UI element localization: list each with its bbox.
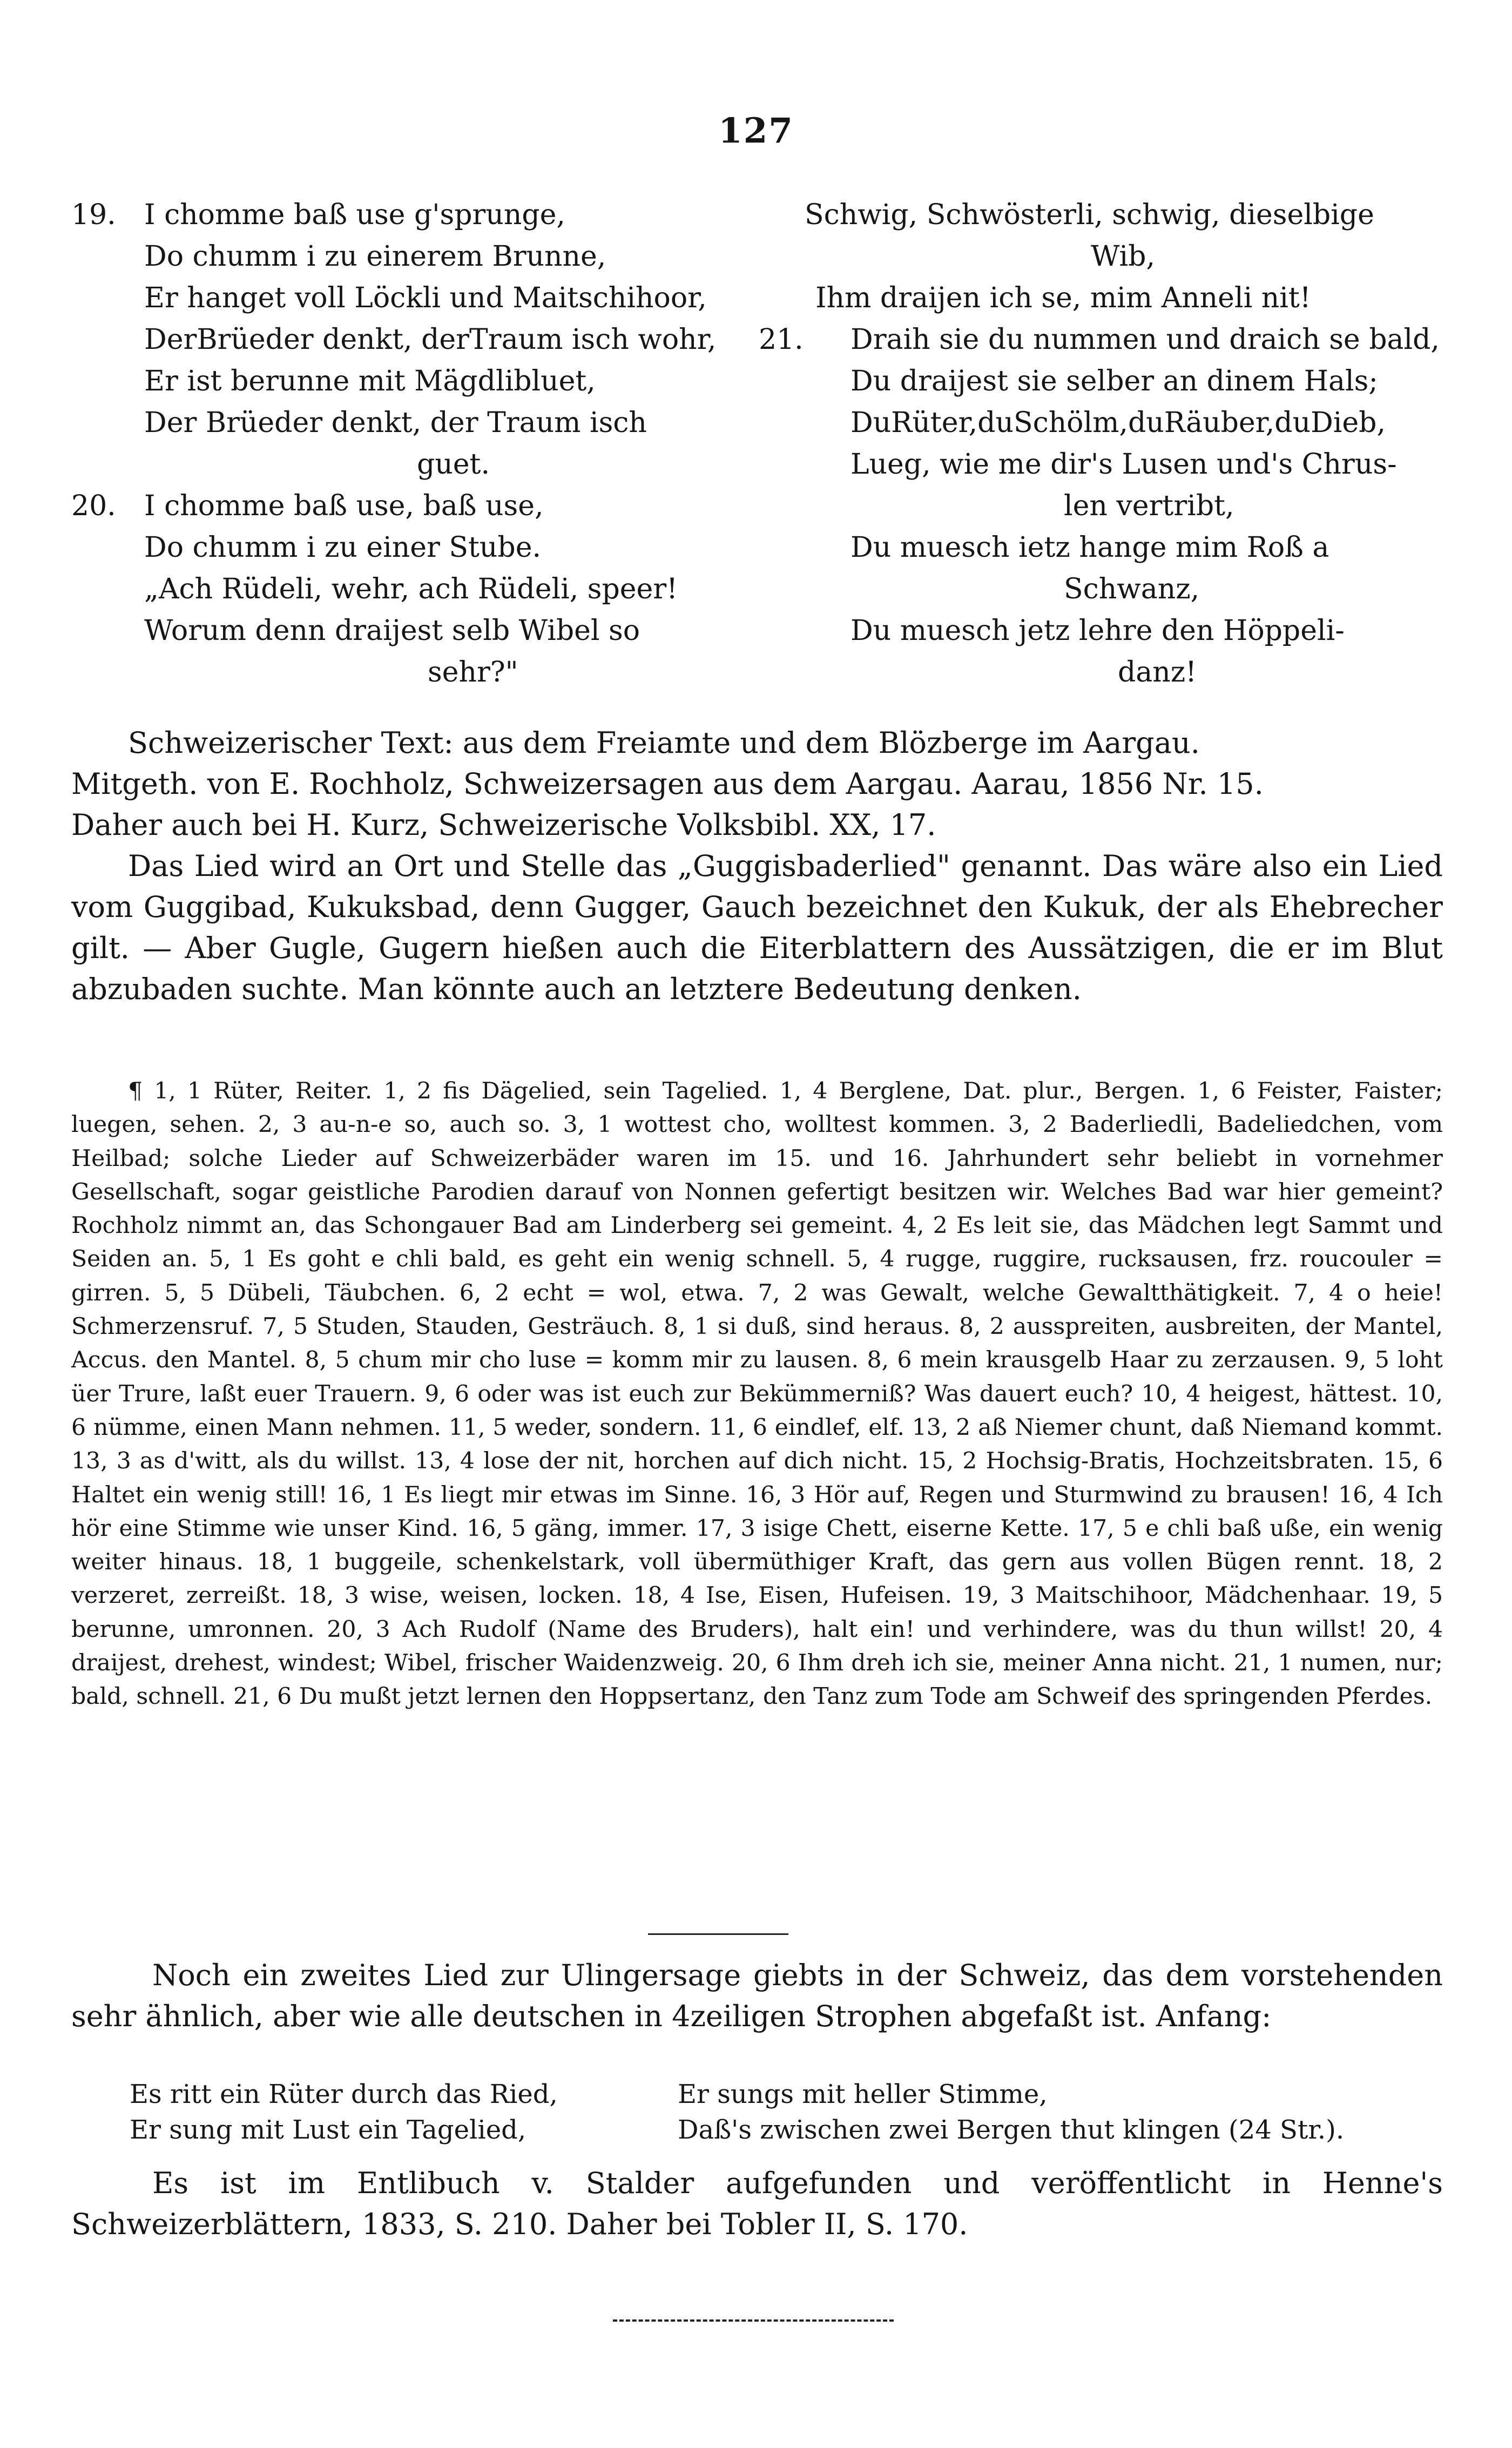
- verse-line: Do chumm i zu einer Stube.: [144, 531, 542, 564]
- verse-line-continuation: Wib,: [1091, 240, 1155, 273]
- verse-line: Du muesch jetz lehre den Höppeli-: [850, 615, 1345, 647]
- end-divider: [613, 2319, 894, 2322]
- verse-line: I chomme baß use, baß use,: [144, 490, 544, 522]
- verse-line-continuation: len vertribt,: [1064, 490, 1234, 522]
- stanza-number: 19.: [71, 199, 116, 231]
- verse-line: Worum denn draijest selb Wibel so: [144, 615, 640, 647]
- second-song-paragraph: Noch ein zweites Lied zur Ulingersage giebts in der Schweiz, das dem vorstehenden sehr ähnlich, aber wie alle deutschen in 4zeiligen Strophen abgefaßt ist. Anfang:: [71, 1958, 1443, 2033]
- source-line: Schweizerischer Text: aus dem Freiamte und dem Blözberge im Aargau.: [128, 726, 1200, 760]
- commentary-paragraph: Das Lied wird an Ort und Stelle das „Guggisbaderlied" genannt. Das wäre also ein Lied vom Guggibad, Kukuksbad, denn Gugger, Gauch bezeichnet den Kukuk, der als Ehebrecher gilt. — Aber Gugle, Gugern hießen auch die Eiterblattern des Aussätzigen, die er im Blut abzubaden suchte. Man könnte auch an letztere Bedeutung denken.: [71, 849, 1443, 1006]
- quote-line: Daß's zwischen zwei Bergen thut klingen (24 Str.).: [678, 2115, 1345, 2145]
- poem-left-column: [71, 194, 757, 693]
- stanza-19: [71, 194, 757, 485]
- verse-line: Der Brüeder denkt, der Traum isch: [144, 407, 647, 439]
- stanza-20-continued: [805, 194, 1447, 319]
- quote-line: Er sung mit Lust ein Tagelied,: [130, 2115, 526, 2145]
- quote-row: [130, 2112, 1447, 2148]
- verse-line: Do chumm i zu einerem Brunne,: [144, 240, 606, 273]
- footnotes-paragraph: ¶ 1, 1 Rüter, Reiter. 1, 2 fis Dägelied, sein Tagelied. 1, 4 Berglene, Dat. plur., Bergen. 1, 6 Feister, Faister; luegen, sehen. 2, 3 au-n-e so, auch so. 3, 1 wottest cho, wolltest kommen. 3, 2 Baderliedli, Badeliedchen, vom Heilbad; solche Lieder auf Schweizerbäder waren im 15. und 16. Jahrhundert sehr beliebt in vornehmer Gesellschaft, sogar geistliche Parodien darauf von Nonnen gefertigt besitzen wir. Welches Bad war hier gemeint? Rochholz nimmt an, das Schongauer Bad am Linderberg sei gemeint. 4, 2 Es leit sie, das Mädchen legt Sammt und Seiden an. 5, 1 Es goht e chli bald, es geht ein wenig schnell. 5, 4 rugge, ruggire, rucksausen, frz. roucouler = girren. 5, 5 Dübeli, Täubchen. 6, 2 echt = wol, etwa. 7, 2 was Gewalt, welche Gewaltthätigkeit. 7, 4 o heie! Schmerzensruf. 7, 5 Studen, Stauden, Gesträuch. 8, 1 si duß, sind heraus. 8, 2 ausspreiten, ausbreiten, der Mantel, Accus. den Mantel. 8, 5 chum mir cho luse = komm mir zu lausen. 8, 6 mein krausgelb Haar zu zerzausen. 9, 5 loht üer Trure, laßt euer Trauern. 9, 6 oder was ist euch zur Bekümmerniß? Was dauert euch? 10, 4 heigest, hättest. 10, 6 nümme, einen Mann nehmen. 11, 5 weder, sondern. 11, 6 eindlef, elf. 13, 2 aß Niemer chunt, daß Niemand kommt. 13, 3 as d'witt, als du willst. 13, 4 lose der nit, horchen auf dich nicht. 15, 2 Hochsig-Bratis, Hochzeitsbraten. 15, 6 Haltet ein wenig still! 16, 1 Es liegt mir etwas im Sinne. 16, 3 Hör auf, Regen und Sturmwind zu brausen! 16, 4 Ich hör eine Stimme wie unser Kind. 16, 5 gäng, immer. 17, 3 isige Chett, eiserne Kette. 17, 5 e chli baß uße, ein wenig weiter hinaus. 18, 1 buggeile, schenkelstark, voll übermüthiger Kraft, das gern aus vollen Bügen rennt. 18, 2 verzeret, zerreißt. 18, 3 wise, weisen, locken. 18, 4 Ise, Eisen, Hufeisen. 19, 3 Maitschihoor, Mädchenhaar. 19, 5 berunne, umronnen. 20, 3 Ach Rudolf (Name des Bruders), halt ein! und verhindere, was du thun willst! 20, 4 draijest, drehest, windest; Wibel, frischer Waidenzweig. 20, 6 Ihm dreh ich sie, meiner Anna nicht. 21, 1 numen, nur; bald, schnell. 21, 6 Du mußt jetzt lernen den Hoppsertanz, den Tanz zum Tode am Schweif des springenden Pferdes.: [71, 1078, 1443, 1710]
- stanza-20: [71, 485, 757, 693]
- verse-line-continuation: Schwanz,: [1064, 573, 1200, 605]
- verse-line: Ihm draijen ich se, mim Anneli nit!: [815, 282, 1311, 314]
- poem-right-column: [759, 194, 1447, 693]
- quote-line: Er sungs mit heller Stimme,: [678, 2079, 1048, 2109]
- footnotes: [71, 1075, 1443, 1714]
- verse-line: Lueg, wie me dir's Lusen und's Chrus-: [850, 448, 1397, 481]
- verse-line: Draih sie du nummen und draich se bald,: [850, 323, 1440, 356]
- verse-line-continuation: guet.: [417, 448, 490, 481]
- stanza-number: 21.: [759, 323, 804, 356]
- verse-line: DuRüter,duSchölm,duRäuber,duDieb,: [850, 407, 1386, 439]
- verse-line: „Ach Rüdeli, wehr, ach Rüdeli, speer!: [144, 573, 678, 605]
- stanza-number: 20.: [71, 490, 116, 522]
- verse-line-continuation: danz!: [1118, 656, 1197, 689]
- second-song-intro: [71, 1955, 1443, 2037]
- verse-line: Schwig, Schwösterli, schwig, dieselbige: [805, 199, 1374, 231]
- verse-line: Er hanget voll Löckli und Maitschihoor,: [144, 282, 707, 314]
- source-line: Daher auch bei H. Kurz, Schweizerische Volksbibl. XX, 17.: [71, 808, 936, 842]
- verse-line: Du draijest sie selber an dinem Hals;: [850, 365, 1378, 397]
- section-divider: [648, 1933, 788, 1935]
- second-song-quote: [130, 2076, 1447, 2148]
- page-number: 127: [718, 111, 794, 151]
- publication-note: [71, 2163, 1443, 2245]
- publication-paragraph: Es ist im Entlibuch v. Stalder aufgefunden und veröffentlicht in Henne's Schweizerblättern, 1833, S. 210. Daher bei Tobler II, S. 170.: [71, 2166, 1443, 2241]
- source-line: Mitgeth. von E. Rochholz, Schweizersagen aus dem Aargau. Aarau, 1856 Nr. 15.: [71, 767, 1264, 801]
- verse-line: I chomme baß use g'sprunge,: [144, 199, 565, 231]
- verse-line: Du muesch ietz hange mim Roß a: [850, 531, 1329, 564]
- quote-row: [130, 2076, 1447, 2112]
- verse-line-continuation: sehr?": [428, 656, 518, 689]
- source-commentary: [71, 723, 1443, 1010]
- verse-line: DerBrüeder denkt, derTraum isch wohr,: [144, 323, 717, 356]
- verse-line: Er ist berunne mit Mägdlibluet,: [144, 365, 596, 397]
- quote-line: Es ritt ein Rüter durch das Ried,: [130, 2079, 558, 2109]
- stanza-21: [759, 319, 1447, 693]
